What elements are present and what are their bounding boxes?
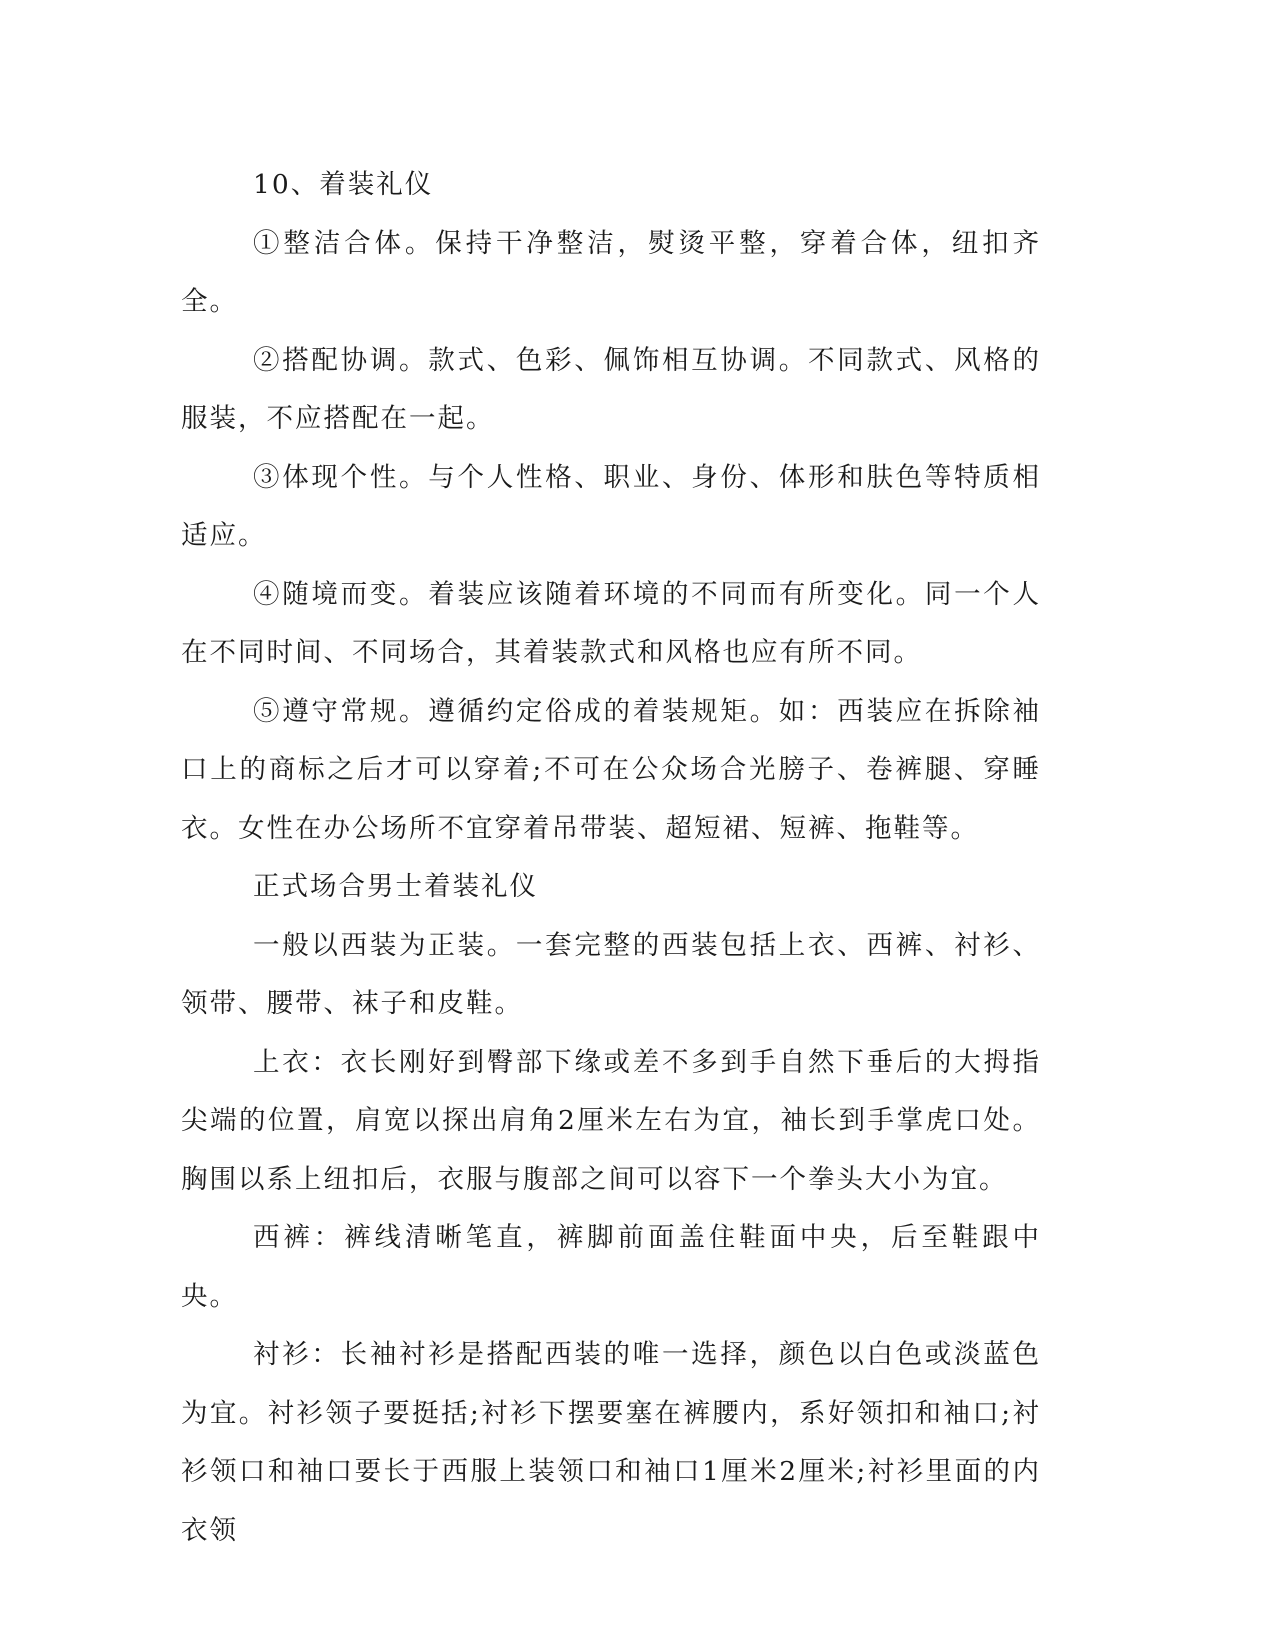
paragraph-suit-overview: 一般以西装为正装。一套完整的西装包括上衣、西裤、衬衫、领带、腰带、袜子和皮鞋。 [181,929,1041,1019]
paragraph-adapt-environment: ④随境而变。着装应该随着环境的不同而有所变化。同一个人在不同时间、不同场合，其着装款式和风格也应有所不同。 [181,578,1041,668]
paragraph-neat-fit: ①整洁合体。保持干净整洁，熨烫平整，穿着合体，纽扣齐全。 [181,227,1041,317]
paragraph-follow-conventions: ⑤遵守常规。遵循约定俗成的着装规矩。如：西装应在拆除袖口上的商标之后才可以穿着;不可在公众场合光膀子、卷裤腿、穿睡衣。女性在办公场所不宜穿着吊带装、超短裙、短裤、拖鞋等。 [181,695,1041,844]
paragraph-shirt: 衬衫：长袖衬衫是搭配西装的唯一选择，颜色以白色或淡蓝色为宜。衬衫领子要挺括;衬衫下摆要塞在裤腰内，系好领扣和袖口;衬衫领口和袖口要长于西服上装领口和袖口1厘米2厘米;衬衫里面的内衣领 [181,1339,1041,1546]
paragraph-personality: ③体现个性。与个人性格、职业、身份、体形和肤色等特质相适应。 [181,461,1041,551]
paragraph-coordination: ②搭配协调。款式、色彩、佩饰相互协调。不同款式、风格的服装，不应搭配在一起。 [181,344,1041,434]
document-body [181,156,1041,1560]
paragraph-jacket: 上衣：衣长刚好到臀部下缘或差不多到手自然下垂后的大拇指尖端的位置，肩宽以探出肩角2厘米左右为宜，袖长到手掌虎口处。胸围以系上纽扣后，衣服与腹部之间可以容下一个拳头大小为宜。 [181,1046,1041,1195]
subheading-mens-formal-attire: 正式场合男士着装礼仪 [253,871,538,902]
section-heading: 10、着装礼仪 [253,169,434,200]
paragraph-trousers: 西裤：裤线清晰笔直，裤脚前面盖住鞋面中央，后至鞋跟中央。 [181,1222,1041,1312]
